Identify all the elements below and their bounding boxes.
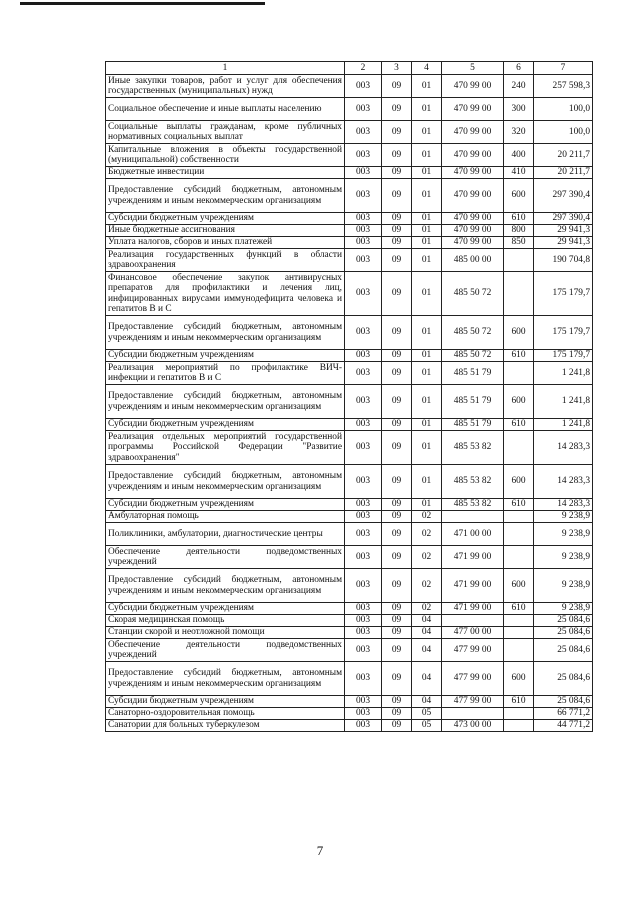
item-name: Предоставление субсидий бюджетным, автономным учреждениям и иным некоммерческим организациям (106, 316, 345, 350)
budget-table (105, 61, 593, 732)
amount: 100,0 (534, 121, 593, 144)
subsection-code: 02 (412, 569, 442, 603)
subsection-code: 01 (412, 249, 442, 272)
item-name: Реализация государственных функций в области здравоохранения (106, 249, 345, 272)
target-article-code (442, 615, 504, 627)
subsection-code: 01 (412, 167, 442, 179)
section-code: 09 (382, 144, 412, 167)
table-row (106, 213, 593, 225)
expense-type-code (504, 249, 534, 272)
ministry-code: 003 (345, 499, 382, 511)
table-row (106, 523, 593, 546)
item-name: Субсидии бюджетным учреждениям (106, 419, 345, 431)
subsection-code: 01 (412, 75, 442, 98)
subsection-code: 01 (412, 237, 442, 249)
item-name: Предоставление субсидий бюджетным, автономным учреждениям и иным некоммерческим организациям (106, 569, 345, 603)
item-name: Предоставление субсидий бюджетным, автономным учреждениям и иным некоммерческим организациям (106, 662, 345, 696)
target-article-code: 485 53 82 (442, 431, 504, 465)
section-code: 09 (382, 98, 412, 121)
subsection-code: 01 (412, 419, 442, 431)
amount: 29 941,3 (534, 237, 593, 249)
header-cell: 6 (504, 62, 534, 75)
item-name: Предоставление субсидий бюджетным, автономным учреждениям и иным некоммерческим организациям (106, 179, 345, 213)
section-code: 09 (382, 362, 412, 385)
section-code: 09 (382, 167, 412, 179)
target-article-code: 471 00 00 (442, 523, 504, 546)
expense-type-code (504, 639, 534, 662)
item-name: Станции скорой и неотложной помощи (106, 627, 345, 639)
item-name: Санаторно-оздоровительная помощь (106, 708, 345, 720)
section-code: 09 (382, 615, 412, 627)
expense-type-code (504, 708, 534, 720)
table-row (106, 75, 593, 98)
header-cell: 7 (534, 62, 593, 75)
item-name: Обеспечение деятельности подведомственных учреждений (106, 546, 345, 569)
amount: 175 179,7 (534, 350, 593, 362)
amount: 175 179,7 (534, 316, 593, 350)
expense-type-code (504, 523, 534, 546)
section-code: 09 (382, 523, 412, 546)
amount: 25 084,6 (534, 639, 593, 662)
table-row (106, 465, 593, 499)
ministry-code: 003 (345, 385, 382, 419)
section-code: 09 (382, 662, 412, 696)
header-cell: 2 (345, 62, 382, 75)
ministry-code: 003 (345, 316, 382, 350)
table-row (106, 511, 593, 523)
subsection-code: 01 (412, 465, 442, 499)
item-name: Поликлиники, амбулатории, диагностические центры (106, 523, 345, 546)
target-article-code: 485 51 79 (442, 419, 504, 431)
subsection-code: 01 (412, 213, 442, 225)
ministry-code: 003 (345, 350, 382, 362)
expense-type-code: 800 (504, 225, 534, 237)
expense-type-code: 600 (504, 316, 534, 350)
section-code: 09 (382, 720, 412, 732)
table-row (106, 720, 593, 732)
table-row (106, 167, 593, 179)
subsection-code: 01 (412, 121, 442, 144)
target-article-code: 470 99 00 (442, 179, 504, 213)
subsection-code: 02 (412, 603, 442, 615)
table-row (106, 237, 593, 249)
table-row (106, 419, 593, 431)
amount: 9 238,9 (534, 603, 593, 615)
item-name: Обеспечение деятельности подведомственных учреждений (106, 639, 345, 662)
table-row (106, 431, 593, 465)
item-name: Санатории для больных туберкулезом (106, 720, 345, 732)
item-name: Иные закупки товаров, работ и услуг для обеспечения государственных (муниципальных) нужд (106, 75, 345, 98)
target-article-code: 470 99 00 (442, 213, 504, 225)
target-article-code (442, 511, 504, 523)
subsection-code: 01 (412, 316, 442, 350)
amount: 14 283,3 (534, 431, 593, 465)
table-row (106, 249, 593, 272)
expense-type-code: 610 (504, 213, 534, 225)
item-name: Уплата налогов, сборов и иных платежей (106, 237, 345, 249)
table-row (106, 144, 593, 167)
subsection-code: 01 (412, 350, 442, 362)
ministry-code: 003 (345, 225, 382, 237)
item-name: Субсидии бюджетным учреждениям (106, 696, 345, 708)
amount: 1 241,8 (534, 362, 593, 385)
header-cell: 5 (442, 62, 504, 75)
ministry-code: 003 (345, 272, 382, 316)
amount: 9 238,9 (534, 569, 593, 603)
target-article-code: 485 53 82 (442, 465, 504, 499)
expense-type-code: 600 (504, 662, 534, 696)
ministry-code: 003 (345, 523, 382, 546)
header-cell: 3 (382, 62, 412, 75)
item-name: Субсидии бюджетным учреждениям (106, 350, 345, 362)
expense-type-code: 610 (504, 350, 534, 362)
subsection-code: 01 (412, 431, 442, 465)
amount: 44 771,2 (534, 720, 593, 732)
expense-type-code: 600 (504, 179, 534, 213)
ministry-code: 003 (345, 569, 382, 603)
section-code: 09 (382, 465, 412, 499)
ministry-code: 003 (345, 511, 382, 523)
target-article-code: 485 50 72 (442, 272, 504, 316)
header-cell: 4 (412, 62, 442, 75)
section-code: 09 (382, 385, 412, 419)
section-code: 09 (382, 237, 412, 249)
table-row (106, 615, 593, 627)
ministry-code: 003 (345, 213, 382, 225)
table-row (106, 639, 593, 662)
expense-type-code: 600 (504, 465, 534, 499)
target-article-code: 485 50 72 (442, 316, 504, 350)
target-article-code: 470 99 00 (442, 237, 504, 249)
amount: 297 390,4 (534, 213, 593, 225)
subsection-code: 02 (412, 523, 442, 546)
expense-type-code (504, 511, 534, 523)
section-code: 09 (382, 225, 412, 237)
section-code: 09 (382, 350, 412, 362)
expense-type-code: 610 (504, 696, 534, 708)
section-code: 09 (382, 569, 412, 603)
table-row (106, 179, 593, 213)
table-row (106, 98, 593, 121)
item-name: Амбулаторная помощь (106, 511, 345, 523)
subsection-code: 01 (412, 362, 442, 385)
item-name: Бюджетные инвестиции (106, 167, 345, 179)
ministry-code: 003 (345, 75, 382, 98)
header-cell: 1 (106, 62, 345, 75)
ministry-code: 003 (345, 431, 382, 465)
section-code: 09 (382, 249, 412, 272)
item-name: Предоставление субсидий бюджетным, автономным учреждениям и иным некоммерческим организациям (106, 385, 345, 419)
expense-type-code: 410 (504, 167, 534, 179)
target-article-code: 473 00 00 (442, 720, 504, 732)
expense-type-code: 240 (504, 75, 534, 98)
ministry-code: 003 (345, 237, 382, 249)
ministry-code: 003 (345, 603, 382, 615)
section-code: 09 (382, 431, 412, 465)
expense-type-code: 610 (504, 419, 534, 431)
target-article-code: 485 50 72 (442, 350, 504, 362)
table-row (106, 696, 593, 708)
expense-type-code: 300 (504, 98, 534, 121)
amount: 25 084,6 (534, 627, 593, 639)
amount: 1 241,8 (534, 385, 593, 419)
target-article-code: 477 99 00 (442, 696, 504, 708)
ministry-code: 003 (345, 662, 382, 696)
target-article-code: 477 00 00 (442, 627, 504, 639)
target-article-code: 477 99 00 (442, 662, 504, 696)
subsection-code: 04 (412, 627, 442, 639)
amount: 100,0 (534, 98, 593, 121)
item-name: Скорая медицинская помощь (106, 615, 345, 627)
table-header-row (106, 62, 593, 75)
amount: 25 084,6 (534, 662, 593, 696)
subsection-code: 02 (412, 511, 442, 523)
table-row (106, 662, 593, 696)
ministry-code: 003 (345, 362, 382, 385)
target-article-code: 485 51 79 (442, 385, 504, 419)
expense-type-code: 600 (504, 385, 534, 419)
top-decorative-line (20, 2, 265, 5)
expense-type-code: 600 (504, 569, 534, 603)
subsection-code: 04 (412, 615, 442, 627)
table-row (106, 316, 593, 350)
amount: 175 179,7 (534, 272, 593, 316)
item-name: Субсидии бюджетным учреждениям (106, 213, 345, 225)
item-name: Социальное обеспечение и иные выплаты населению (106, 98, 345, 121)
target-article-code (442, 708, 504, 720)
subsection-code: 01 (412, 385, 442, 419)
ministry-code: 003 (345, 615, 382, 627)
expense-type-code (504, 431, 534, 465)
subsection-code: 04 (412, 662, 442, 696)
item-name: Социальные выплаты гражданам, кроме публичных нормативных социальных выплат (106, 121, 345, 144)
ministry-code: 003 (345, 696, 382, 708)
item-name: Финансовое обеспечение закупок антивирусных препаратов для профилактики и лечения лиц, инфицированных вирусами иммунодефицита человека и гепатитов В и С (106, 272, 345, 316)
target-article-code: 470 99 00 (442, 167, 504, 179)
section-code: 09 (382, 708, 412, 720)
section-code: 09 (382, 499, 412, 511)
amount: 29 941,3 (534, 225, 593, 237)
ministry-code: 003 (345, 249, 382, 272)
item-name: Предоставление субсидий бюджетным, автономным учреждениям и иным некоммерческим организациям (106, 465, 345, 499)
target-article-code: 477 99 00 (442, 639, 504, 662)
table-row (106, 350, 593, 362)
table-row (106, 546, 593, 569)
target-article-code: 471 99 00 (442, 569, 504, 603)
ministry-code: 003 (345, 419, 382, 431)
target-article-code: 470 99 00 (442, 121, 504, 144)
item-name: Капитальные вложения в объекты государственной (муниципальной) собственности (106, 144, 345, 167)
target-article-code: 470 99 00 (442, 75, 504, 98)
section-code: 09 (382, 546, 412, 569)
expense-type-code: 320 (504, 121, 534, 144)
section-code: 09 (382, 639, 412, 662)
table-row (106, 121, 593, 144)
ministry-code: 003 (345, 639, 382, 662)
expense-type-code (504, 546, 534, 569)
subsection-code: 02 (412, 546, 442, 569)
ministry-code: 003 (345, 465, 382, 499)
item-name: Реализация отдельных мероприятий государственной программы Российской Федерации "Развитие здравоохранения" (106, 431, 345, 465)
target-article-code: 485 51 79 (442, 362, 504, 385)
subsection-code: 01 (412, 272, 442, 316)
table-row (106, 499, 593, 511)
amount: 20 211,7 (534, 167, 593, 179)
target-article-code: 471 99 00 (442, 603, 504, 615)
amount: 66 771,2 (534, 708, 593, 720)
target-article-code: 470 99 00 (442, 225, 504, 237)
amount: 25 084,6 (534, 696, 593, 708)
item-name: Реализация мероприятий по профилактике ВИЧ-инфекции и гепатитов В и С (106, 362, 345, 385)
amount: 25 084,6 (534, 615, 593, 627)
subsection-code: 01 (412, 144, 442, 167)
expense-type-code: 610 (504, 499, 534, 511)
ministry-code: 003 (345, 144, 382, 167)
amount: 20 211,7 (534, 144, 593, 167)
expense-type-code: 400 (504, 144, 534, 167)
section-code: 09 (382, 179, 412, 213)
amount: 297 390,4 (534, 179, 593, 213)
section-code: 09 (382, 75, 412, 98)
subsection-code: 01 (412, 225, 442, 237)
subsection-code: 01 (412, 499, 442, 511)
item-name: Субсидии бюджетным учреждениям (106, 603, 345, 615)
ministry-code: 003 (345, 167, 382, 179)
subsection-code: 04 (412, 696, 442, 708)
section-code: 09 (382, 316, 412, 350)
subsection-code: 05 (412, 720, 442, 732)
table-row (106, 569, 593, 603)
expense-type-code (504, 720, 534, 732)
section-code: 09 (382, 603, 412, 615)
expense-type-code (504, 627, 534, 639)
subsection-code: 01 (412, 179, 442, 213)
amount: 14 283,3 (534, 465, 593, 499)
section-code: 09 (382, 511, 412, 523)
expense-type-code (504, 272, 534, 316)
amount: 9 238,9 (534, 511, 593, 523)
amount: 9 238,9 (534, 523, 593, 546)
target-article-code: 485 53 82 (442, 499, 504, 511)
expense-type-code: 850 (504, 237, 534, 249)
page-number: 7 (316, 843, 324, 858)
expense-type-code: 610 (504, 603, 534, 615)
section-code: 09 (382, 213, 412, 225)
expense-type-code (504, 615, 534, 627)
item-name: Субсидии бюджетным учреждениям (106, 499, 345, 511)
subsection-code: 01 (412, 98, 442, 121)
table-row (106, 385, 593, 419)
ministry-code: 003 (345, 98, 382, 121)
table-row (106, 627, 593, 639)
table-row (106, 272, 593, 316)
section-code: 09 (382, 272, 412, 316)
item-name: Иные бюджетные ассигнования (106, 225, 345, 237)
ministry-code: 003 (345, 546, 382, 569)
table-row (106, 603, 593, 615)
ministry-code: 003 (345, 121, 382, 144)
table-row (106, 708, 593, 720)
target-article-code: 470 99 00 (442, 144, 504, 167)
table-row (106, 225, 593, 237)
ministry-code: 003 (345, 720, 382, 732)
section-code: 09 (382, 696, 412, 708)
section-code: 09 (382, 419, 412, 431)
ministry-code: 003 (345, 179, 382, 213)
target-article-code: 470 99 00 (442, 98, 504, 121)
subsection-code: 04 (412, 639, 442, 662)
table-body (106, 75, 593, 732)
target-article-code: 485 00 00 (442, 249, 504, 272)
amount: 14 283,3 (534, 499, 593, 511)
ministry-code: 003 (345, 627, 382, 639)
expense-type-code (504, 362, 534, 385)
amount: 9 238,9 (534, 546, 593, 569)
ministry-code: 003 (345, 708, 382, 720)
amount: 1 241,8 (534, 419, 593, 431)
amount: 257 598,3 (534, 75, 593, 98)
target-article-code: 471 99 00 (442, 546, 504, 569)
amount: 190 704,8 (534, 249, 593, 272)
section-code: 09 (382, 121, 412, 144)
section-code: 09 (382, 627, 412, 639)
table-row (106, 362, 593, 385)
subsection-code: 05 (412, 708, 442, 720)
